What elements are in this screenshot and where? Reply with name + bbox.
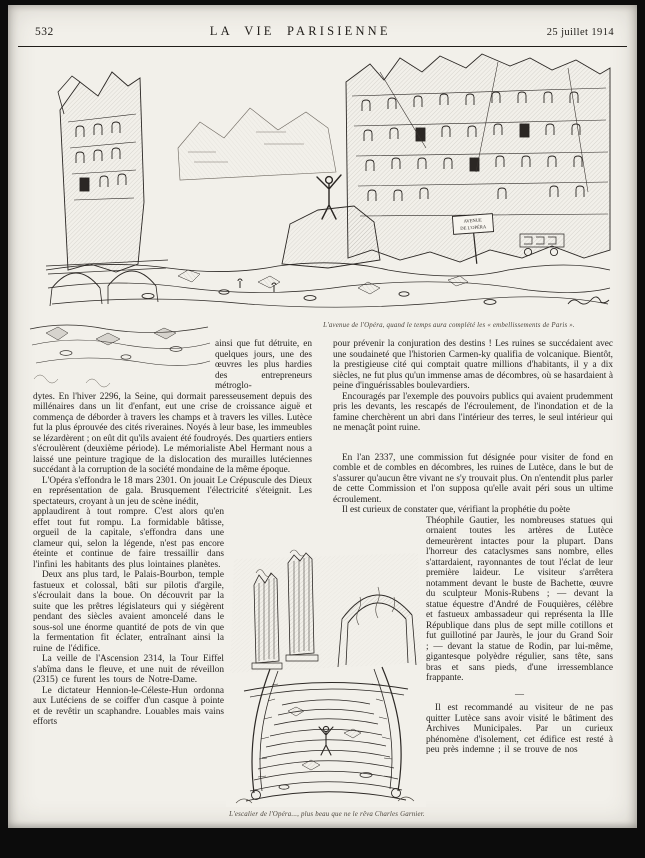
paragraph: pour prévenir la conjuration des destins ! Les ruines se succédaient avec une soudaineté que l'historien Carmen-ky qualifia de volcanique. Bientôt, la prestigieuse cité qui comptait quatre millions d'habitants, il y a dix siècles, ne fut plus qu'un immense amas de décombres, où se hasardaient à peine d'inguérissables boulevardiers. <box>333 339 613 391</box>
paragraph: ainsi que fut détruite, en quelques jours, une des œuvres les plus hardies des entrepreneurs métroglo- <box>215 339 312 391</box>
paragraph: Théophile Gautier, les nombreuses statues qui ornaient toutes les artères de Lutèce demeurèrent intactes pour la plupart. Dans l'horreur des cataclysmes sans nombre, elles s'attardaient, rayonnantes de tout l'éclat de leur première laideur. Le visiteur s'arrêtera notamment devant le buste de Bachette, œuvre du sculpteur Monis-Rubens ; — devant la statue équestre d'André de Fouquières, célèbre et fastueux ambassadeur qui représenta la IIIe République dans plus de sept mille cotillons et fut guillotiné par Jaurès, le jour du Grand Soir ; — devant la statue de Rodin, par lui-même, gigantesque polyèdre régulier, sans tête, sans bras et sans pieds, d'une irressemblance frappante. <box>426 515 613 683</box>
top-illustration <box>28 52 617 320</box>
street-sign-line1: AVENUE <box>463 217 483 224</box>
paragraph: La veille de l'Ascension 2314, la Tour Eiffel s'abîma dans le fleuve, et une nuit de réveillon (2315) ce furent les tours de Notre-Dame. <box>33 654 224 685</box>
paragraph: Il est curieux de constater que, vérifiant la prophétie du poète <box>342 505 570 515</box>
page-number: 532 <box>35 26 54 38</box>
paragraph: En l'an 2337, une commission fut désignée pour visiter de fond en comble et de combles en décombres, les ruines de Lutèce, dans le but de s'assurer qu'aucun être vivant ne s'y trouvait plus. On n'entendit plus parler de cette Commission et l'on supposa qu'elle avait péri sous un ultime écroulement. <box>333 452 613 505</box>
paragraph: Deux ans plus tard, le Palais-Bourbon, temple fastueux et colossal, bâti sur pilotis d'argile, s'écroulait dans la boue. On découvrit par la suite que les prêtres législateurs qui y siégèrent pendant des siècles avaient amoncelé dans le sous-sol une énorme quantité de pots de vin que la fermentation fit éclater, entraînant ainsi la ruine de l'édifice. <box>33 570 224 654</box>
paragraph: dytes. En l'hiver 2296, la Seine, qui dormait paresseusement depuis des millénaires dans un lit d'enfant, eut une crise de croissance aiguë et commença de déborder à travers les champs et à travers les villes. Lutèce fut la plus éprouvée des cités riveraines. Noyés à leur base, les immeubles se lézardèrent ; on eût dit qu'ils avaient été foudroyés. Des quartiers entiers s'écroulèrent (deuxième période). Le mémorialiste Abel Hermant nous a laissé une peinture tragique de la dislocation des murailles lutéciennes succédant à la corruption de la société mondaine de la même époque. <box>33 391 312 475</box>
paragraph: Encouragés par l'exemple des pouvoirs publics qui avaient prudemment pris les devants, les rescapés de l'écroulement, de l'inondation et de la famine cherchèrent un abri dans l'intérieur des terres, le seul intérieur qui ne menaçât point ruine. <box>333 391 613 433</box>
issue-date: 25 juillet 1914 <box>546 27 614 38</box>
paragraph: Il est recommandé au visiteur de ne pas quitter Lutèce sans avoir visité le bâtiment des Archives Municipales. Par un curieux phénomène d'isolement, cet édifice est resté à peu près indemne ; il se trouve de nos <box>426 703 613 755</box>
bottom-illustration <box>226 545 426 807</box>
top-illustration-caption: L'avenue de l'Opéra, quand le temps aura complété les « embellissements de Paris ». <box>323 322 575 329</box>
street-sign-line2: DE L'OPÉRA <box>460 224 487 231</box>
section-separator: — <box>515 688 524 699</box>
paragraph: Le dictateur Hennion-le-Céleste-Hun ordonna aux Lutéciens de se coiffer d'un casque à pointe et de revêtir un scaphandre. Louables mais vains efforts <box>33 685 224 727</box>
figure-on-stairs <box>319 726 333 755</box>
magazine-page <box>8 5 637 828</box>
masthead-title: LA VIE PARISIENNE <box>209 24 391 38</box>
paragraph: applaudirent à tout rompre. C'est alors qu'en effet tout fut rompu. La formidable bâtisse, orgueil de la capitale, s'effondra dans une clameur qui, selon la légende, n'est pas encore éteinte et continue de faire tressaillir dans l'infini les habitants des plus lointaines planètes. <box>33 507 224 570</box>
paragraph: L'Opéra s'effondra le 18 mars 2301. On jouait Le Crépuscule des Dieux en représentation de gala. Brusquement l'électricité s'éteignit. Les spectateurs, croyant à un jeu de scène inédit, <box>33 475 312 507</box>
page-header <box>35 24 614 39</box>
header-rule <box>18 46 627 47</box>
bottom-illustration-caption: L'escalier de l'Opéra..., plus beau que ne le rêva Charles Garnier. <box>229 811 425 818</box>
